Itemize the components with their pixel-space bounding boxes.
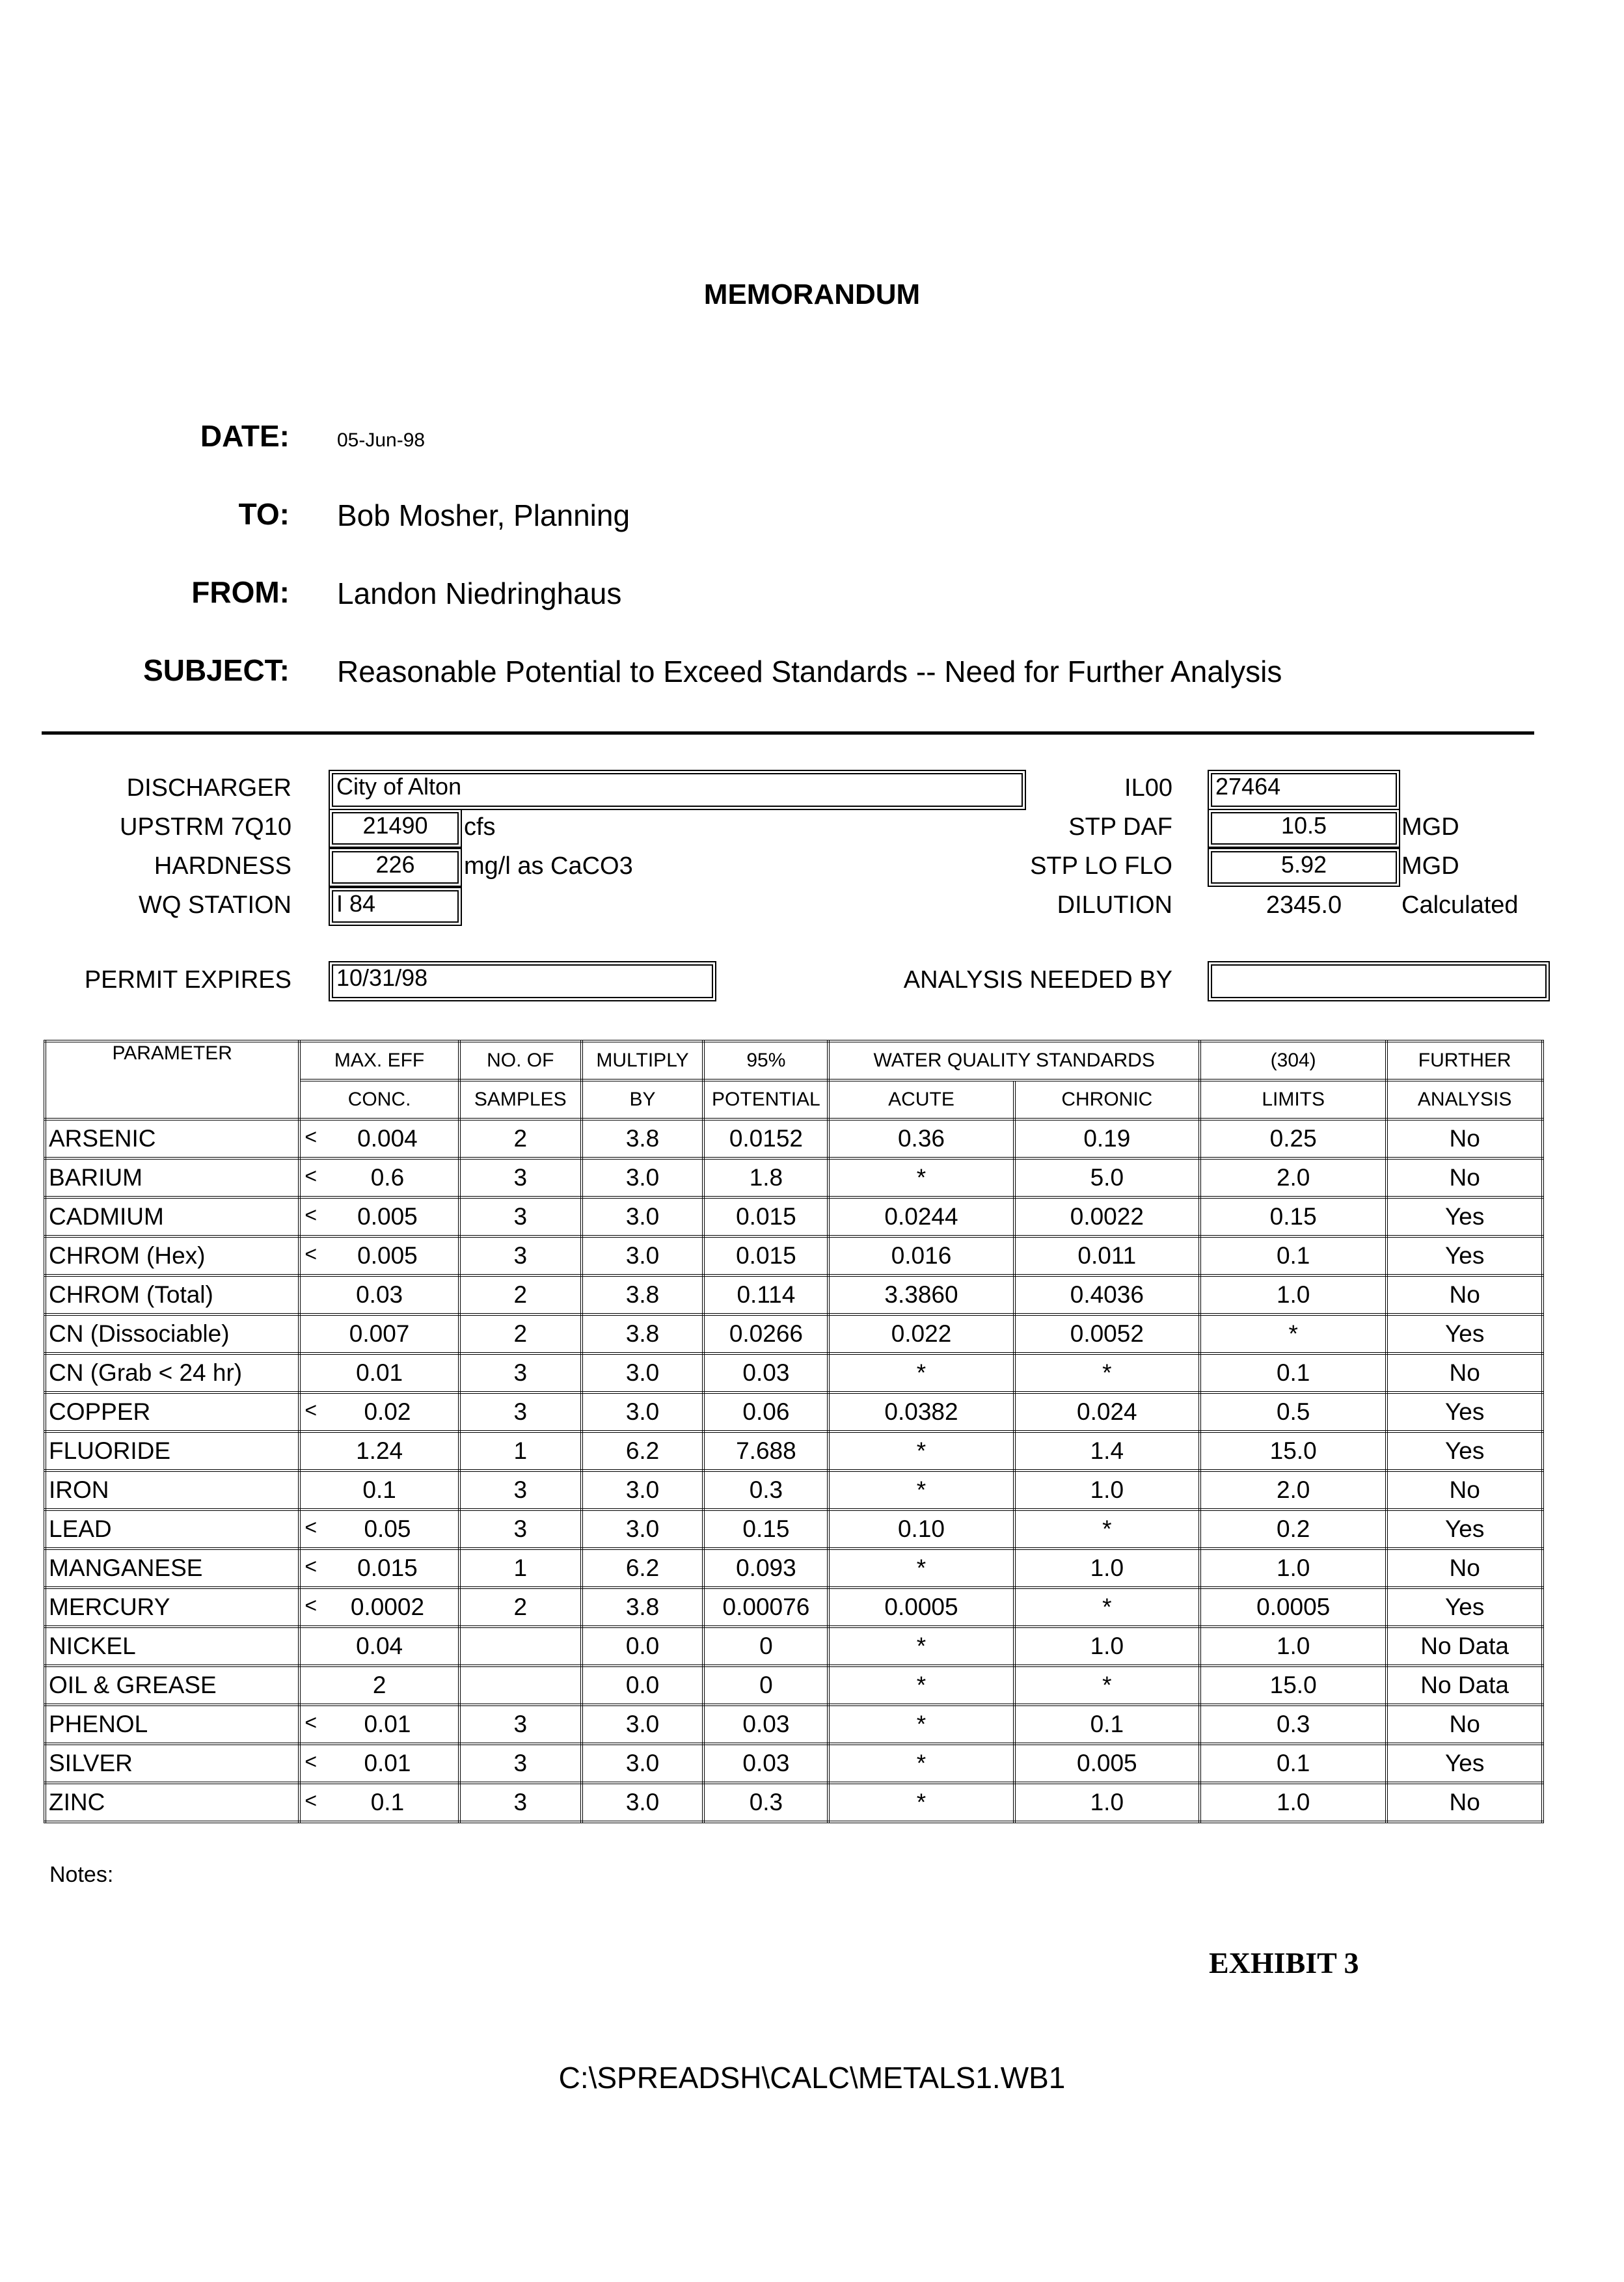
limit-cell: 1.0 [1200,1783,1387,1822]
multiply-cell: 3.0 [582,1744,704,1783]
table-row [45,1783,1543,1822]
potential-cell: 0.03 [703,1744,828,1783]
max-eff-value: 0.01 [364,1750,411,1776]
header-wqs: WATER QUALITY STANDARDS [828,1041,1200,1080]
parameter-cell: MERCURY [45,1588,299,1627]
limit-cell: 2.0 [1200,1471,1387,1510]
max-eff-value: 0.005 [357,1242,418,1269]
discharger-label: DISCHARGER [126,774,291,802]
table-row [45,1236,1543,1275]
wq-station-field[interactable]: I 84 [329,887,462,926]
chronic-cell: 0.0022 [1014,1197,1200,1236]
upstrm-unit: cfs [464,813,496,841]
potential-cell: 0.3 [703,1471,828,1510]
acute-cell: * [828,1783,1014,1822]
less-than-marker: < [304,1594,318,1617]
max-eff-value: 0.03 [356,1281,403,1308]
parameter-cell: IRON [45,1471,299,1510]
less-than-marker: < [304,1711,318,1734]
parameter-cell: FLUORIDE [45,1432,299,1471]
limit-cell: 2.0 [1200,1158,1387,1197]
date-label: DATE: [200,419,290,453]
table-row [45,1197,1543,1236]
max-eff-cell [299,1119,459,1158]
acute-cell: * [828,1744,1014,1783]
max-eff-value: 0.0002 [350,1594,425,1620]
limit-cell: 0.0005 [1200,1588,1387,1627]
max-eff-cell [299,1783,459,1822]
to-label: TO: [238,497,290,531]
acute-cell: * [828,1432,1014,1471]
stp-lo-flo-label: STP LO FLO [1030,852,1172,880]
samples-cell: 2 [459,1588,582,1627]
stp-daf-label: STP DAF [1068,813,1172,841]
max-eff-cell [299,1744,459,1783]
further-analysis-cell: No [1387,1119,1543,1158]
date-value: 05-Jun-98 [337,429,426,451]
further-analysis-cell: Yes [1387,1510,1543,1549]
multiply-cell: 0.0 [582,1666,704,1705]
further-analysis-cell: Yes [1387,1392,1543,1432]
limit-cell: 0.1 [1200,1236,1387,1275]
max-eff-value: 0.04 [356,1633,403,1659]
subject-label: SUBJECT: [143,653,290,687]
samples-cell: 3 [459,1236,582,1275]
table-row [45,1627,1543,1666]
multiply-cell: 3.0 [582,1471,704,1510]
samples-cell: 1 [459,1549,582,1588]
table-row [45,1705,1543,1744]
subject-value: Reasonable Potential to Exceed Standards -- Need for Further Analysis [337,655,1282,688]
further-analysis-cell: Yes [1387,1588,1543,1627]
parameter-cell: LEAD [45,1510,299,1549]
chronic-cell: * [1014,1666,1200,1705]
acute-cell: 0.10 [828,1510,1014,1549]
parameter-cell: ZINC [45,1783,299,1822]
chronic-cell: 0.024 [1014,1392,1200,1432]
acute-cell: 0.0244 [828,1197,1014,1236]
further-analysis-cell: No [1387,1783,1543,1822]
permit-expires-label: PERMIT EXPIRES [84,966,291,994]
chronic-cell: 1.0 [1014,1783,1200,1822]
limit-cell: 0.2 [1200,1510,1387,1549]
chronic-cell: * [1014,1353,1200,1392]
header-potential-2: POTENTIAL [703,1080,828,1119]
potential-cell: 0.0266 [703,1314,828,1353]
less-than-marker: < [304,1398,318,1422]
divider [42,731,1534,735]
multiply-cell: 3.0 [582,1783,704,1822]
potential-cell: 0.00076 [703,1588,828,1627]
chronic-cell: * [1014,1588,1200,1627]
limit-cell: * [1200,1314,1387,1353]
stp-lo-flo-field[interactable]: 5.92 [1208,848,1400,887]
limit-cell: 0.3 [1200,1705,1387,1744]
potential-cell: 0.03 [703,1353,828,1392]
limit-cell: 1.0 [1200,1627,1387,1666]
acute-cell: * [828,1705,1014,1744]
less-than-marker: < [304,1515,318,1539]
chronic-cell: 1.0 [1014,1549,1200,1588]
less-than-marker: < [304,1750,318,1773]
max-eff-value: 0.05 [364,1515,411,1542]
limit-cell: 0.1 [1200,1744,1387,1783]
header-multiply-2: BY [582,1080,704,1119]
il-field[interactable]: 27464 [1208,770,1400,810]
potential-cell: 0.015 [703,1236,828,1275]
potential-cell: 0.093 [703,1549,828,1588]
limit-cell: 0.1 [1200,1353,1387,1392]
analysis-needed-field[interactable] [1208,961,1550,1001]
table-row [45,1588,1543,1627]
max-eff-value: 0.01 [356,1359,403,1386]
analysis-needed-label: ANALYSIS NEEDED BY [903,966,1172,994]
upstrm-label: UPSTRM 7Q10 [120,813,291,841]
multiply-cell: 6.2 [582,1432,704,1471]
further-analysis-cell: No [1387,1158,1543,1197]
table-row [45,1119,1543,1158]
samples-cell: 3 [459,1471,582,1510]
acute-cell: * [828,1158,1014,1197]
further-analysis-cell: No [1387,1275,1543,1314]
discharger-field[interactable]: City of Alton [329,770,1026,810]
acute-cell: 0.36 [828,1119,1014,1158]
max-eff-value: 0.6 [370,1164,405,1191]
potential-cell: 0.0152 [703,1119,828,1158]
stp-daf-unit: MGD [1401,813,1459,841]
samples-cell: 2 [459,1119,582,1158]
further-analysis-cell: No Data [1387,1627,1543,1666]
potential-cell: 0.03 [703,1705,828,1744]
potential-cell: 0.015 [703,1197,828,1236]
potential-cell: 1.8 [703,1158,828,1197]
samples-cell: 3 [459,1705,582,1744]
header-acute: ACUTE [828,1080,1014,1119]
acute-cell: * [828,1353,1014,1392]
multiply-cell: 3.8 [582,1275,704,1314]
samples-cell: 3 [459,1744,582,1783]
samples-cell: 2 [459,1314,582,1353]
samples-cell: 3 [459,1783,582,1822]
max-eff-cell [299,1275,459,1314]
acute-cell: 3.3860 [828,1275,1014,1314]
max-eff-cell [299,1549,459,1588]
table-row [45,1432,1543,1471]
parameter-cell: MANGANESE [45,1549,299,1588]
max-eff-value: 0.004 [357,1125,418,1152]
further-analysis-cell: No [1387,1353,1543,1392]
header-parameter: PARAMETER [45,1041,299,1119]
from-value: Landon Niedringhaus [337,577,622,610]
header-potential-1: 95% [703,1041,828,1080]
max-eff-cell [299,1197,459,1236]
max-eff-cell [299,1666,459,1705]
potential-cell: 7.688 [703,1432,828,1471]
chronic-cell: 0.011 [1014,1236,1200,1275]
stp-daf-field[interactable]: 10.5 [1208,809,1400,848]
parameter-cell: CN (Dissociable) [45,1314,299,1353]
further-analysis-cell: Yes [1387,1197,1543,1236]
header-samples-1: NO. OF [459,1041,582,1080]
max-eff-value: 0.005 [357,1203,418,1230]
stp-lo-flo-unit: MGD [1401,852,1459,880]
max-eff-value: 0.01 [364,1711,411,1737]
acute-cell: * [828,1549,1014,1588]
chronic-cell: 1.0 [1014,1471,1200,1510]
samples-cell: 3 [459,1353,582,1392]
max-eff-cell [299,1471,459,1510]
permit-expires-field[interactable]: 10/31/98 [329,961,716,1001]
parameter-cell: BARIUM [45,1158,299,1197]
max-eff-cell [299,1158,459,1197]
hardness-field[interactable]: 226 [329,848,462,887]
multiply-cell: 3.8 [582,1314,704,1353]
header-maxeff-1: MAX. EFF [299,1041,459,1080]
table-row [45,1275,1543,1314]
limit-cell: 15.0 [1200,1432,1387,1471]
less-than-marker: < [304,1203,318,1227]
less-than-marker: < [304,1125,318,1148]
header-maxeff-2: CONC. [299,1080,459,1119]
chronic-cell: 0.19 [1014,1119,1200,1158]
header-limits-1: (304) [1200,1041,1387,1080]
memo-title: MEMORANDUM [703,278,921,310]
max-eff-cell [299,1353,459,1392]
acute-cell: * [828,1471,1014,1510]
max-eff-value: 1.24 [356,1437,403,1464]
samples-cell: 3 [459,1197,582,1236]
further-analysis-cell: No [1387,1549,1543,1588]
less-than-marker: < [304,1242,318,1266]
acute-cell: * [828,1666,1014,1705]
multiply-cell: 3.0 [582,1705,704,1744]
il-label: IL00 [1124,774,1172,802]
table-row [45,1549,1543,1588]
multiply-cell: 3.0 [582,1158,704,1197]
to-value: Bob Mosher, Planning [337,498,630,532]
max-eff-cell [299,1510,459,1549]
acute-cell: 0.0005 [828,1588,1014,1627]
parameter-cell: CN (Grab < 24 hr) [45,1353,299,1392]
metals-table [44,1040,1544,1823]
notes-label: Notes: [49,1862,114,1887]
max-eff-value: 0.007 [349,1320,410,1347]
potential-cell: 0.3 [703,1783,828,1822]
chronic-cell: 0.4036 [1014,1275,1200,1314]
header-multiply-1: MULTIPLY [582,1041,704,1080]
samples-cell: 1 [459,1432,582,1471]
table-row [45,1392,1543,1432]
dilution-label: DILUTION [1057,891,1172,919]
limit-cell: 15.0 [1200,1666,1387,1705]
multiply-cell: 3.8 [582,1588,704,1627]
multiply-cell: 3.8 [582,1119,704,1158]
further-analysis-cell: No [1387,1705,1543,1744]
samples-cell: 2 [459,1275,582,1314]
exhibit-label: EXHIBIT 3 [1209,1946,1359,1979]
max-eff-value: 0.1 [370,1789,405,1815]
wq-station-label: WQ STATION [138,891,291,919]
samples-cell [459,1666,582,1705]
parameter-cell: CHROM (Hex) [45,1236,299,1275]
chronic-cell: 0.0052 [1014,1314,1200,1353]
max-eff-cell [299,1392,459,1432]
potential-cell: 0 [703,1627,828,1666]
parameter-cell: NICKEL [45,1627,299,1666]
table-row [45,1510,1543,1549]
samples-cell [459,1627,582,1666]
parameter-cell: OIL & GREASE [45,1666,299,1705]
limit-cell: 1.0 [1200,1549,1387,1588]
parameter-cell: COPPER [45,1392,299,1432]
table-row [45,1471,1543,1510]
hardness-unit: mg/l as CaCO3 [464,852,633,880]
max-eff-value: 0.015 [357,1555,418,1581]
samples-cell: 3 [459,1158,582,1197]
header-further-1: FURTHER [1387,1041,1543,1080]
max-eff-cell [299,1236,459,1275]
multiply-cell: 0.0 [582,1627,704,1666]
chronic-cell: 1.4 [1014,1432,1200,1471]
potential-cell: 0.15 [703,1510,828,1549]
table-row [45,1158,1543,1197]
max-eff-cell [299,1314,459,1353]
chronic-cell: 5.0 [1014,1158,1200,1197]
further-analysis-cell: No Data [1387,1666,1543,1705]
limit-cell: 0.5 [1200,1392,1387,1432]
limit-cell: 1.0 [1200,1275,1387,1314]
max-eff-cell [299,1432,459,1471]
max-eff-value: 2 [372,1672,386,1698]
further-analysis-cell: Yes [1387,1432,1543,1471]
table-row [45,1314,1543,1353]
upstrm-field[interactable]: 21490 [329,809,462,848]
table-row [45,1666,1543,1705]
chronic-cell: * [1014,1510,1200,1549]
dilution-value: 2345.0 [1265,891,1342,919]
limit-cell: 0.25 [1200,1119,1387,1158]
further-analysis-cell: Yes [1387,1744,1543,1783]
parameter-cell: SILVER [45,1744,299,1783]
parameter-cell: ARSENIC [45,1119,299,1158]
chronic-cell: 0.005 [1014,1744,1200,1783]
max-eff-cell [299,1705,459,1744]
header-chronic: CHRONIC [1014,1080,1200,1119]
multiply-cell: 3.0 [582,1510,704,1549]
max-eff-value: 0.02 [364,1398,411,1425]
hardness-label: HARDNESS [154,852,291,880]
less-than-marker: < [304,1789,318,1812]
multiply-cell: 3.0 [582,1353,704,1392]
further-analysis-cell: Yes [1387,1236,1543,1275]
table-row [45,1744,1543,1783]
multiply-cell: 6.2 [582,1549,704,1588]
parameter-cell: CHROM (Total) [45,1275,299,1314]
limit-cell: 0.15 [1200,1197,1387,1236]
samples-cell: 3 [459,1392,582,1432]
parameter-cell: PHENOL [45,1705,299,1744]
less-than-marker: < [304,1164,318,1188]
further-analysis-cell: No [1387,1471,1543,1510]
chronic-cell: 1.0 [1014,1627,1200,1666]
potential-cell: 0.114 [703,1275,828,1314]
file-path: C:\SPREADSH\CALC\METALS1.WB1 [558,2061,1066,2095]
from-label: FROM: [191,575,290,609]
potential-cell: 0.06 [703,1392,828,1432]
multiply-cell: 3.0 [582,1392,704,1432]
acute-cell: * [828,1627,1014,1666]
further-analysis-cell: Yes [1387,1314,1543,1353]
acute-cell: 0.016 [828,1236,1014,1275]
multiply-cell: 3.0 [582,1236,704,1275]
chronic-cell: 0.1 [1014,1705,1200,1744]
less-than-marker: < [304,1555,318,1578]
max-eff-value: 0.1 [362,1476,396,1503]
samples-cell: 3 [459,1510,582,1549]
table-row [45,1353,1543,1392]
acute-cell: 0.0382 [828,1392,1014,1432]
acute-cell: 0.022 [828,1314,1014,1353]
parameter-cell: CADMIUM [45,1197,299,1236]
header-samples-2: SAMPLES [459,1080,582,1119]
max-eff-cell [299,1627,459,1666]
potential-cell: 0 [703,1666,828,1705]
dilution-note: Calculated [1401,891,1519,919]
header-limits-2: LIMITS [1200,1080,1387,1119]
header-further-2: ANALYSIS [1387,1080,1543,1119]
max-eff-cell [299,1588,459,1627]
multiply-cell: 3.0 [582,1197,704,1236]
